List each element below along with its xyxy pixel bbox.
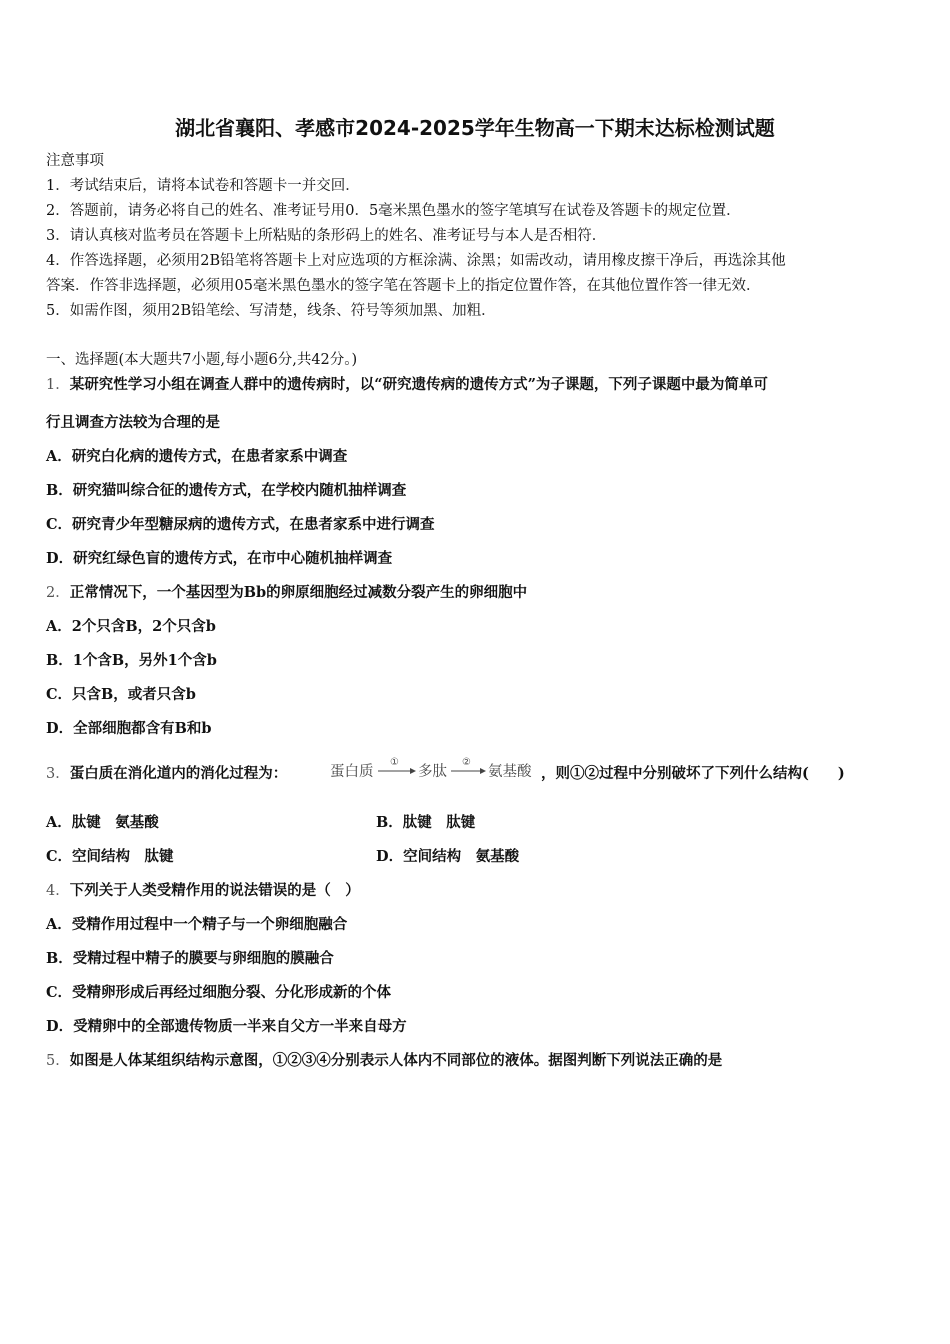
q1-option-b: B．研究猫叫综合征的遗传方式，在学校内随机抽样调查 bbox=[46, 482, 407, 499]
question-1-stem-cont: 行且调查方法较为合理的是 bbox=[46, 414, 220, 431]
notice-heading: 注意事项 bbox=[46, 153, 104, 169]
q1-option-d: D．研究红绿色盲的遗传方式，在市中心随机抽样调查 bbox=[46, 550, 393, 567]
q2-option-a: A．2个只含B，2个只含b bbox=[46, 618, 216, 635]
question-number: 5． bbox=[46, 1053, 70, 1069]
question-3-stem-cont: ，则①②过程中分别破坏了下列什么结构( ) bbox=[541, 765, 845, 782]
q2-option-b: B．1个含B，另外1个含b bbox=[46, 652, 217, 669]
question-5-stem: 5．如图是人体某组织结构示意图，①②③④分别表示人体内不同部位的液体。据图判断下列说法正确的是 bbox=[46, 1052, 723, 1069]
diagram-node-peptide: 多肽 bbox=[418, 764, 447, 780]
diagram-node-protein: 蛋白质 bbox=[330, 764, 374, 780]
page-title: 湖北省襄阳、孝感市2024-2025学年生物高一下期末达标检测试题 bbox=[175, 116, 775, 140]
diagram-node-aminoacid: 氨基酸 bbox=[488, 764, 532, 780]
notice-item: 答案．作答非选择题，必须用05毫米黑色墨水的签字笔在答题卡上的指定位置作答，在其他位置作答一律无效． bbox=[46, 278, 761, 294]
q4-option-d: D．受精卵中的全部遗传物质一半来自父方一半来自母方 bbox=[46, 1018, 407, 1035]
digestion-diagram bbox=[328, 754, 542, 792]
question-1-stem: 1．某研究性学习小组在调查人群中的遗传病时，以“研究遗传病的遗传方式”为子课题，下列子课题中最为简单可 bbox=[46, 376, 768, 393]
q4-option-c: C．受精卵形成后再经过细胞分裂、分化形成新的个体 bbox=[46, 984, 392, 1001]
question-3-stem: 3．蛋白质在消化道内的消化过程为： bbox=[46, 765, 288, 782]
diagram-arrowhead-2 bbox=[480, 768, 486, 774]
digestion-diagram-svg bbox=[328, 754, 542, 788]
notice-item: 3．请认真核对监考员在答题卡上所粘贴的条形码上的姓名、准考证号与本人是否相符． bbox=[46, 228, 607, 244]
q3-option-b: B．肽键 肽键 bbox=[376, 814, 476, 831]
q3-option-d: D．空间结构 氨基酸 bbox=[376, 848, 520, 865]
q4-option-a: A．受精作用过程中一个精子与一个卵细胞融合 bbox=[46, 916, 348, 933]
notice-item: 1．考试结束后，请将本试卷和答题卡一并交回． bbox=[46, 178, 360, 194]
section-heading: 一、选择题(本大题共7小题,每小题6分,共42分。) bbox=[46, 352, 358, 368]
diagram-step-1: ① bbox=[390, 757, 399, 768]
diagram-step-2: ② bbox=[462, 757, 471, 768]
question-number: 4． bbox=[46, 883, 70, 899]
question-number: 2． bbox=[46, 585, 70, 601]
question-number: 3． bbox=[46, 766, 70, 782]
diagram-arrowhead-1 bbox=[410, 768, 416, 774]
q2-option-d: D．全部细胞都含有B和b bbox=[46, 720, 212, 737]
q1-option-a: A．研究白化病的遗传方式，在患者家系中调查 bbox=[46, 448, 348, 465]
notice-item: 5．如需作图，须用2B铅笔绘、写清楚，线条、符号等须加黑、加粗． bbox=[46, 303, 496, 319]
q4-option-b: B．受精过程中精子的膜要与卵细胞的膜融合 bbox=[46, 950, 334, 967]
question-4-stem: 4．下列关于人类受精作用的说法错误的是（ ） bbox=[46, 882, 360, 899]
question-2-stem: 2．正常情况下，一个基因型为Bb的卵原细胞经过减数分裂产生的卵细胞中 bbox=[46, 584, 528, 601]
notice-item: 2．答题前，请务必将自己的姓名、准考证号用0．5毫米黑色墨水的签字笔填写在试卷及答题卡的规定位置． bbox=[46, 203, 741, 219]
q1-option-c: C．研究青少年型糖尿病的遗传方式，在患者家系中进行调查 bbox=[46, 516, 435, 533]
question-number: 1． bbox=[46, 377, 70, 393]
q3-option-a: A．肽键 氨基酸 bbox=[46, 814, 159, 831]
notice-item: 4．作答选择题，必须用2B铅笔将答题卡上对应选项的方框涂满、涂黑；如需改动，请用橡皮擦干净后，再选涂其他 bbox=[46, 253, 786, 269]
q3-option-c: C．空间结构 肽键 bbox=[46, 848, 174, 865]
q2-option-c: C．只含B，或者只含b bbox=[46, 686, 196, 703]
